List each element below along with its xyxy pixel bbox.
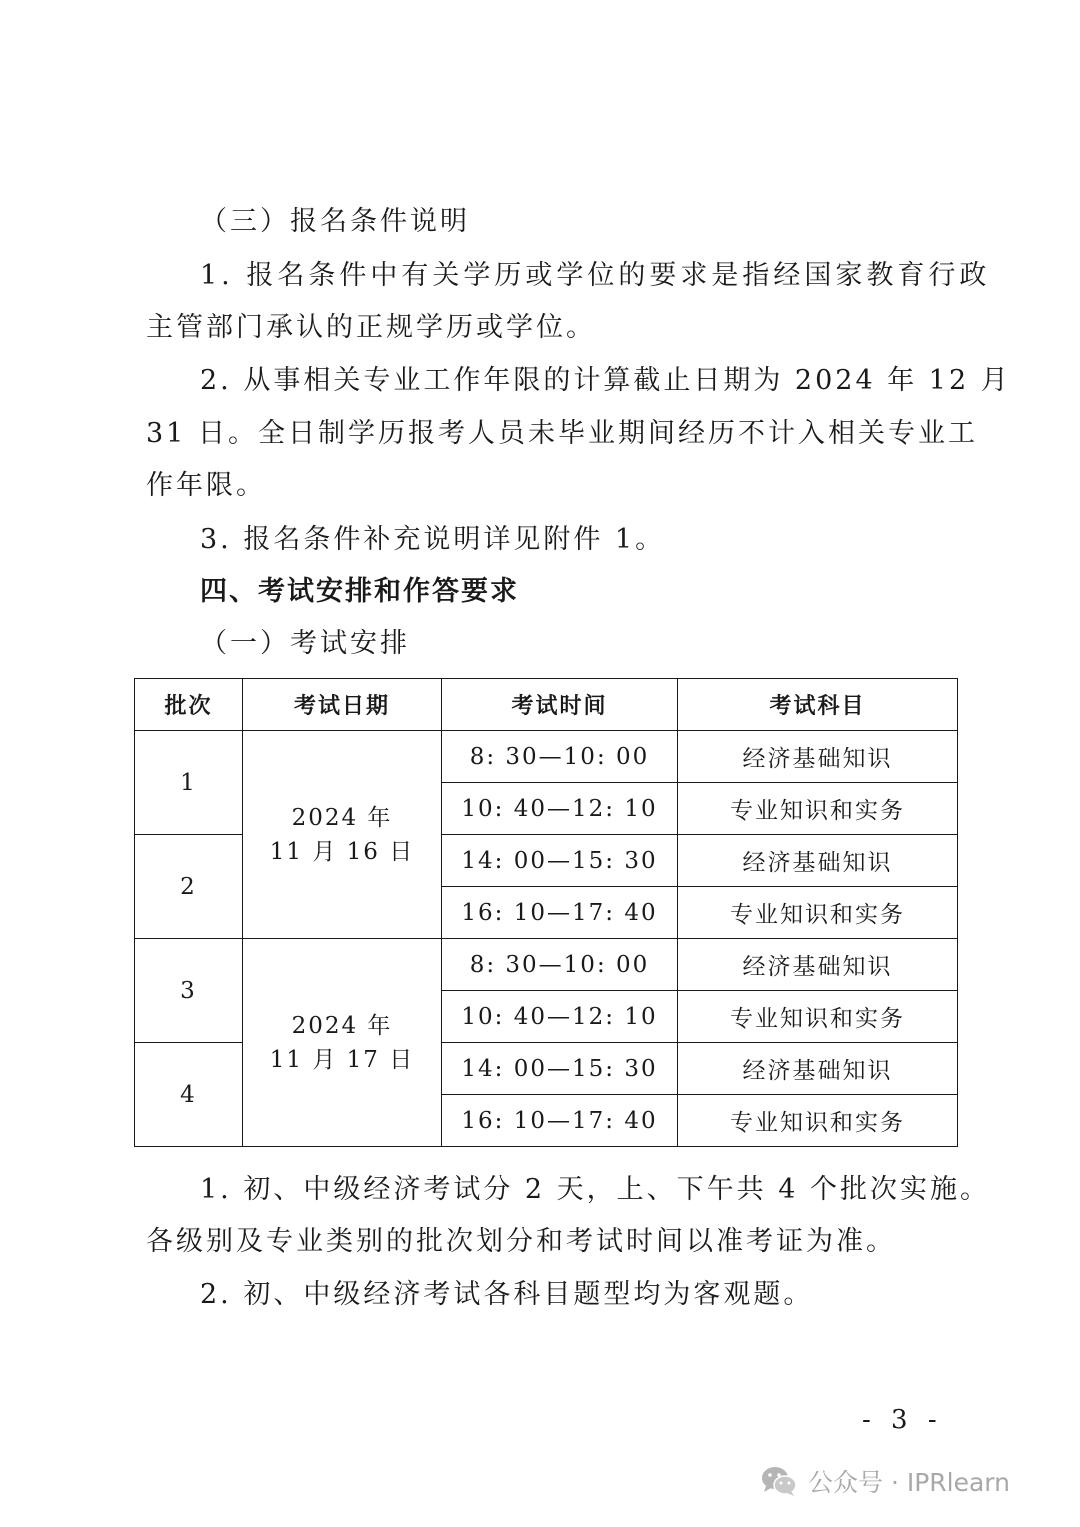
note1-line2: 各级别及专业类别的批次划分和考试时间以准考证为准。 — [146, 1226, 896, 1257]
subject-cell: 专业知识和实务 — [678, 887, 958, 939]
wechat-icon — [760, 1464, 798, 1498]
section-three-heading: （三）报名条件说明 — [200, 206, 470, 237]
batch-cell: 2 — [135, 835, 243, 939]
time-cell: 16: 10—17: 40 — [442, 887, 678, 939]
time-cell: 8: 30—10: 00 — [442, 731, 678, 783]
header-date: 考试日期 — [243, 679, 442, 731]
subject-cell: 经济基础知识 — [678, 1043, 958, 1095]
watermark-text: 公众号 · IPRlearn — [808, 1468, 1010, 1497]
page-number: - 3 - — [862, 1405, 943, 1435]
subject-cell: 经济基础知识 — [678, 731, 958, 783]
time-cell: 10: 40—12: 10 — [442, 783, 678, 835]
date-year: 2024 年 — [291, 1012, 393, 1039]
header-batch: 批次 — [135, 679, 243, 731]
table-header-row — [135, 679, 958, 731]
time-cell: 14: 00—15: 30 — [442, 835, 678, 887]
header-subject: 考试科目 — [678, 679, 958, 731]
batch-cell: 4 — [135, 1043, 243, 1147]
time-cell: 14: 00—15: 30 — [442, 1043, 678, 1095]
batch-cell: 3 — [135, 939, 243, 1043]
section-four-heading: 四、考试安排和作答要求 — [200, 576, 519, 607]
date-year: 2024 年 — [291, 804, 393, 831]
subject-cell: 经济基础知识 — [678, 939, 958, 991]
item3: 3. 报名条件补充说明详见附件 1。 — [200, 524, 666, 555]
time-cell: 16: 10—17: 40 — [442, 1095, 678, 1147]
table-row — [135, 939, 958, 991]
subject-cell: 专业知识和实务 — [678, 783, 958, 835]
date-cell — [243, 731, 442, 939]
time-cell: 10: 40—12: 10 — [442, 991, 678, 1043]
section-four-subheading: （一）考试安排 — [200, 628, 410, 659]
item1-line2: 主管部门承认的正规学历或学位。 — [146, 312, 596, 343]
note1-line1: 1. 初、中级经济考试分 2 天，上、下午共 4 个批次实施。 — [200, 1174, 991, 1205]
item2-line2: 31 日。全日制学历报考人员未毕业期间经历不计入相关专业工 — [146, 418, 978, 449]
time-cell: 8: 30—10: 00 — [442, 939, 678, 991]
date-day: 11 月 16 日 — [269, 838, 415, 865]
subject-cell: 专业知识和实务 — [678, 991, 958, 1043]
note2: 2. 初、中级经济考试各科目题型均为客观题。 — [200, 1279, 814, 1310]
table-row — [135, 731, 958, 783]
item2-line1: 2. 从事相关专业工作年限的计算截止日期为 2024 年 12 月 — [200, 365, 1011, 396]
exam-schedule-table — [134, 678, 958, 1147]
item1-line1: 1. 报名条件中有关学历或学位的要求是指经国家教育行政 — [200, 260, 991, 291]
batch-cell: 1 — [135, 731, 243, 835]
header-time: 考试时间 — [442, 679, 678, 731]
watermark — [760, 1463, 1010, 1499]
subject-cell: 经济基础知识 — [678, 835, 958, 887]
item2-line3: 作年限。 — [146, 470, 266, 501]
date-day: 11 月 17 日 — [269, 1046, 415, 1073]
date-cell — [243, 939, 442, 1147]
subject-cell: 专业知识和实务 — [678, 1095, 958, 1147]
